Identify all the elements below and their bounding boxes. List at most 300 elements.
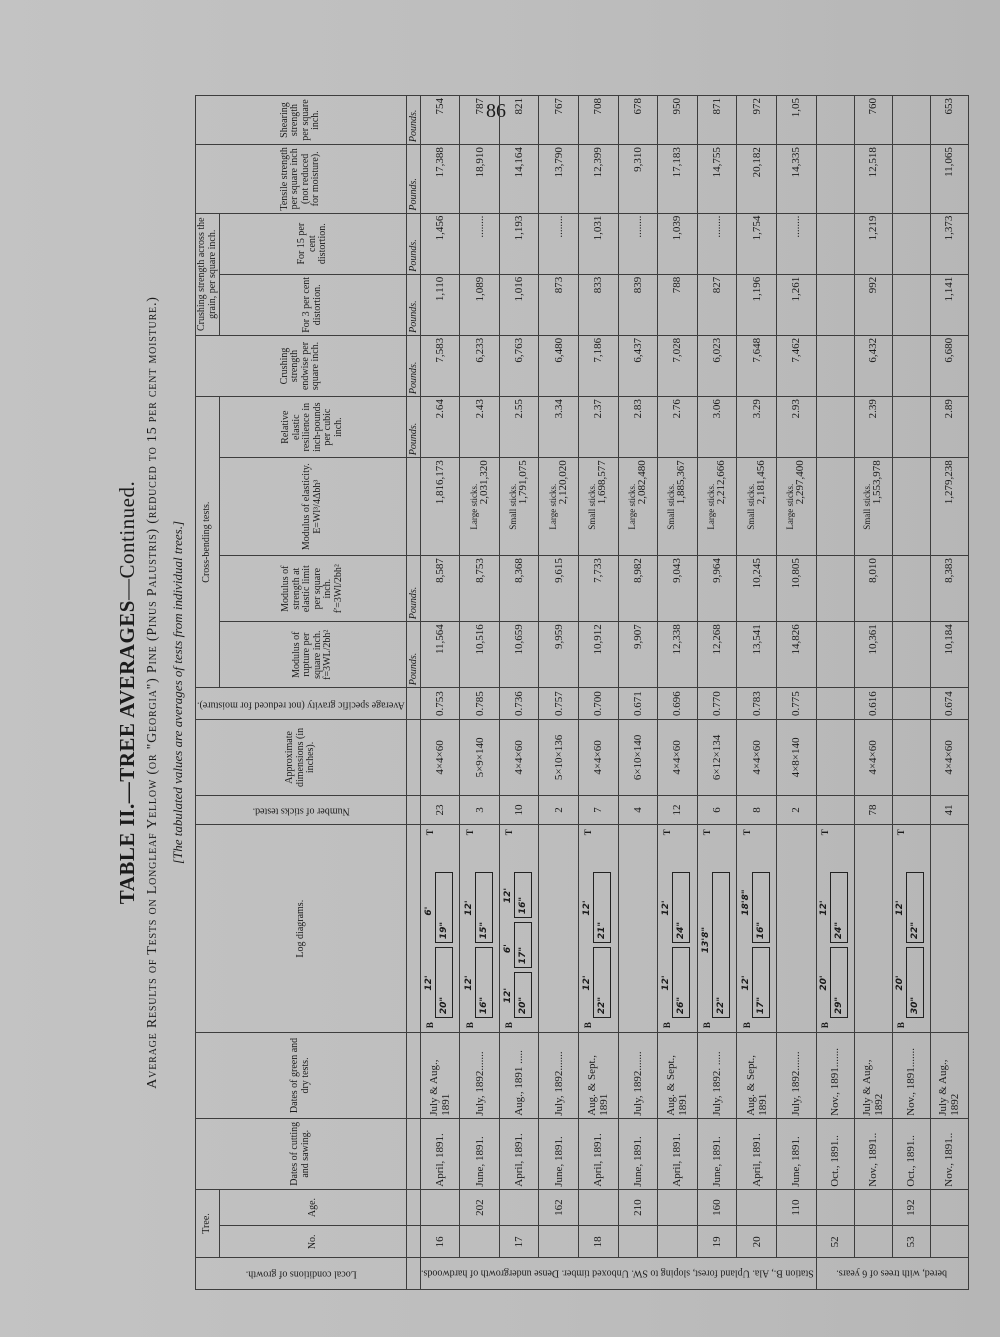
unit-shear: Pounds. [406, 96, 420, 145]
cell-res [892, 397, 930, 458]
cell-el: 8,587 [420, 556, 460, 622]
log-diagram-cell [930, 825, 968, 1033]
cell-test: July, 1892....... [539, 1033, 579, 1119]
cell-cut: Nov., 1891.. [930, 1118, 968, 1189]
cell-el: 8,368 [499, 556, 539, 622]
log-base-label: B [896, 1022, 907, 1029]
cell-elasticity [776, 458, 816, 556]
log-diagram-cell [460, 825, 500, 1033]
elasticity-value: 1,553,978 [871, 460, 884, 505]
cell-ten: 13,790 [539, 145, 579, 214]
cell-crush: 7,462 [776, 335, 816, 396]
cell-ten: 12,518 [854, 145, 892, 214]
log-diagram-cell [854, 825, 892, 1033]
cell-elasticity [816, 458, 854, 556]
cell-c15: ........ [460, 213, 500, 274]
cell-dims: 5×9×140 [460, 720, 500, 796]
cell-grav: 0.696 [658, 688, 698, 720]
cell-shear: 767 [539, 96, 579, 145]
cell-ten: 20,182 [737, 145, 777, 214]
log-top-label: T [820, 829, 831, 836]
cell-cut: April, 1891. [420, 1118, 460, 1189]
cell-no: 17 [499, 1226, 539, 1258]
cell-cut: April, 1891. [658, 1118, 698, 1189]
cell-shear: 653 [930, 96, 968, 145]
cell-ten: 9,310 [618, 145, 658, 214]
cell-res: 2.55 [499, 397, 539, 458]
stick-size-note: Large sticks. [626, 483, 637, 530]
stick-size-note: Large sticks. [706, 483, 717, 530]
cell-no [460, 1226, 500, 1258]
elasticity-value: 1,885,367 [675, 460, 688, 505]
log-top-label: T [583, 829, 594, 836]
cell-c15: 1,754 [737, 213, 777, 274]
units-row [406, 96, 420, 1290]
log-section: 30" [906, 947, 924, 1018]
log-base-label: B [820, 1022, 831, 1029]
cell-c3: 833 [579, 274, 619, 335]
cell-res: 2.37 [579, 397, 619, 458]
header-crush-15pct: For 15 per cent distortion. [220, 213, 407, 274]
log-section: 29" [830, 947, 848, 1018]
header-elasticity: Modulus of elasticity. E=Wl³/4Δbh³ [220, 458, 407, 556]
elasticity-value: 1,791,075 [517, 460, 530, 505]
table-note: [The tabulated values are averages of tests from individual trees.] [170, 521, 185, 865]
log-section-length: 12' [895, 900, 906, 916]
cell-res: 2.93 [776, 397, 816, 458]
cell-elasticity [930, 458, 968, 556]
log-section-length: 20' [895, 975, 906, 991]
cell-ten: 14,335 [776, 145, 816, 214]
log-section: 22" [906, 872, 924, 943]
table-row [892, 96, 930, 1290]
local-conditions-label: Station B., Ala. Upland forest, sloping to SW. Unboxed timber. Dense undergrowth of hardwoods. [420, 1258, 816, 1290]
log-section-length: 6' [424, 906, 435, 916]
cell-age [737, 1189, 777, 1226]
log-top-label: T [425, 829, 436, 836]
cell-no: 20 [737, 1226, 777, 1258]
elasticity-value: 1,698,577 [596, 460, 609, 505]
table-row [539, 96, 579, 1290]
cell-shear: 1,05 [776, 96, 816, 145]
cell-cut: June, 1891. [539, 1118, 579, 1189]
cell-grav: 0.770 [697, 688, 737, 720]
cell-sticks: 6 [697, 795, 737, 824]
cell-ten: 18,910 [460, 145, 500, 214]
cell-elasticity [499, 458, 539, 556]
cell-age [579, 1189, 619, 1226]
cell-sticks: 4 [618, 795, 658, 824]
cell-elasticity [539, 458, 579, 556]
cell-sticks [816, 795, 854, 824]
stick-size-note: Large sticks. [468, 483, 479, 530]
cell-age [854, 1189, 892, 1226]
cell-sticks: 2 [776, 795, 816, 824]
cell-c15: 1,193 [499, 213, 539, 274]
cell-c3: 788 [658, 274, 698, 335]
page-number: 86 [486, 100, 506, 122]
cell-test: July, 1892. ..... [697, 1033, 737, 1119]
table-row [420, 96, 460, 1290]
log-section-length: 12' [424, 975, 435, 991]
cell-c3: 839 [618, 274, 658, 335]
cell-no [854, 1226, 892, 1258]
cell-crush: 6,437 [618, 335, 658, 396]
cell-elasticity [854, 458, 892, 556]
units-cell [406, 1118, 420, 1189]
cell-dims [816, 720, 854, 796]
header-crush-3pct: For 3 per cent distortion. [220, 274, 407, 335]
cell-shear: 821 [499, 96, 539, 145]
cell-age: 210 [618, 1189, 658, 1226]
log-diagram [463, 827, 497, 1030]
cell-crush: 6,233 [460, 335, 500, 396]
cell-test: July & Aug., 1892 [930, 1033, 968, 1119]
cell-test: Nov., 1891....... [892, 1033, 930, 1119]
log-section: 16" [475, 947, 493, 1018]
cell-test: Nov., 1891....... [816, 1033, 854, 1119]
cell-cut: June, 1891. [776, 1118, 816, 1189]
cell-c3: 1,016 [499, 274, 539, 335]
cell-grav: 0.671 [618, 688, 658, 720]
cell-dims: 4×4×60 [930, 720, 968, 796]
cell-test: July, 1892....... [460, 1033, 500, 1119]
cell-no: 18 [579, 1226, 619, 1258]
cell-test: Aug. & Sept., 1891 [737, 1033, 777, 1119]
cell-dims: 4×4×60 [737, 720, 777, 796]
cell-test: July, 1892....... [618, 1033, 658, 1119]
cell-cut: April, 1891. [579, 1118, 619, 1189]
unit-crush-end: Pounds. [406, 335, 420, 396]
table-row [579, 96, 619, 1290]
cell-cut: Oct., 1891.. [816, 1118, 854, 1189]
log-diagram [502, 827, 536, 1030]
header-tree: Tree. [196, 1189, 220, 1257]
log-section-length: 13'8" [701, 926, 712, 954]
cell-el: 8,010 [854, 556, 892, 622]
table-row [618, 96, 658, 1290]
log-section-length: 6' [503, 944, 514, 954]
cell-dims: 4×4×60 [579, 720, 619, 796]
unit-tensile: Pounds. [406, 145, 420, 214]
averages-table [195, 95, 969, 1290]
cell-age [499, 1189, 539, 1226]
cell-sticks: 10 [499, 795, 539, 824]
elasticity-value: 2,297,400 [794, 460, 807, 505]
cell-no: 19 [697, 1226, 737, 1258]
header-elastic-limit: Modulus of strength at elastic limit per square inch. f′=3Wl/2bh² [220, 556, 407, 622]
cell-ten: 17,183 [658, 145, 698, 214]
cell-c15: 1,219 [854, 213, 892, 274]
cell-dims: 4×4×60 [658, 720, 698, 796]
log-section-length: 12' [661, 975, 672, 991]
cell-ten: 17,388 [420, 145, 460, 214]
cell-ten: 11,065 [930, 145, 968, 214]
cell-no [776, 1226, 816, 1258]
cell-res [816, 397, 854, 458]
log-section: 22" [712, 872, 730, 1018]
cell-c15 [892, 213, 930, 274]
log-section: 15" [475, 872, 493, 943]
header-test-dates: Dates of green and dry tests. [196, 1033, 407, 1119]
cell-c3 [892, 274, 930, 335]
log-section: 17" [752, 947, 770, 1018]
header-specific-gravity: Average specific gravity (not reduced for moisture). [196, 688, 407, 720]
cell-sticks: 12 [658, 795, 698, 824]
log-section-length: 18'8" [740, 889, 751, 916]
stick-size-note: Large sticks. [785, 483, 796, 530]
elasticity-value: 2,082,480 [635, 460, 648, 505]
cell-el: 7,733 [579, 556, 619, 622]
cell-crush [816, 335, 854, 396]
cell-rup: 12,268 [697, 622, 737, 688]
log-section-length: 12' [740, 975, 751, 991]
cell-dims: 4×4×60 [854, 720, 892, 796]
cell-elasticity [618, 458, 658, 556]
cell-grav [892, 688, 930, 720]
cell-c15: ........ [776, 213, 816, 274]
cell-sticks: 7 [579, 795, 619, 824]
log-section: 21" [593, 872, 611, 943]
cell-age: 160 [697, 1189, 737, 1226]
cell-elasticity [892, 458, 930, 556]
elasticity-value: 2,031,320 [477, 460, 490, 505]
stick-size-note: Small sticks. [587, 483, 598, 530]
log-section-length: 12' [503, 887, 514, 904]
cell-el: 9,043 [658, 556, 698, 622]
cell-c3: 1,089 [460, 274, 500, 335]
header-crushing-endwise: Crushing strength endwise per square inch. [196, 335, 407, 396]
cell-cut: April, 1891. [737, 1118, 777, 1189]
log-top-label: T [702, 829, 713, 836]
cell-no [658, 1226, 698, 1258]
log-diagram-cell [618, 825, 658, 1033]
cell-c3: 992 [854, 274, 892, 335]
elasticity-value: 2,181,456 [754, 460, 767, 505]
log-section-length: 12' [661, 900, 672, 916]
log-diagram-cell [499, 825, 539, 1033]
cell-age: 110 [776, 1189, 816, 1226]
cell-sticks: 8 [737, 795, 777, 824]
table-row [697, 96, 737, 1290]
cell-grav: 0.736 [499, 688, 539, 720]
log-base-label: B [583, 1022, 594, 1029]
header-shearing: Shearing strength per square inch. [196, 96, 407, 145]
cell-rup: 9,959 [539, 622, 579, 688]
log-diagram [581, 827, 615, 1030]
log-top-label: T [896, 829, 907, 836]
cell-test: Aug. & Sept., 1891 [579, 1033, 619, 1119]
cell-c3: 1,141 [930, 274, 968, 335]
cell-shear: 754 [420, 96, 460, 145]
log-top-label: T [662, 829, 673, 836]
log-base-label: B [425, 1022, 436, 1029]
cell-cut: June, 1891. [618, 1118, 658, 1189]
cell-elasticity [697, 458, 737, 556]
header-rupture: Modulus of rupture per square inch. f=3WL/2bh² [220, 622, 407, 688]
cell-crush: 7,583 [420, 335, 460, 396]
cell-c3 [816, 274, 854, 335]
log-section-length: 12' [463, 900, 474, 916]
cell-res: 2.39 [854, 397, 892, 458]
cell-shear [816, 96, 854, 145]
cell-cut: June, 1891. [460, 1118, 500, 1189]
cell-age [816, 1189, 854, 1226]
log-diagram-cell [579, 825, 619, 1033]
cell-cut: Nov., 1891.. [854, 1118, 892, 1189]
cell-el: 8,753 [460, 556, 500, 622]
cell-c15: ........ [697, 213, 737, 274]
table-row [854, 96, 892, 1290]
header-resilience: Relative elastic resilience in inch-pounds per cubic inch. [220, 397, 407, 458]
cell-ten [816, 145, 854, 214]
units-cell [406, 1033, 420, 1119]
cell-shear: 760 [854, 96, 892, 145]
cell-c15: 1,373 [930, 213, 968, 274]
log-section: 24" [672, 872, 690, 943]
log-diagram [818, 827, 852, 1030]
cell-shear: 708 [579, 96, 619, 145]
log-diagram [660, 827, 694, 1030]
log-section: 20" [514, 972, 532, 1018]
log-top-label: T [741, 829, 752, 836]
cell-res: 2.89 [930, 397, 968, 458]
table-row [737, 96, 777, 1290]
cell-c15: ........ [539, 213, 579, 274]
cell-dims [892, 720, 930, 796]
cell-crush: 6,023 [697, 335, 737, 396]
units-cell [406, 720, 420, 796]
cell-c15: 1,039 [658, 213, 698, 274]
cell-grav: 0.700 [579, 688, 619, 720]
cell-sticks: 23 [420, 795, 460, 824]
cell-rup: 13,541 [737, 622, 777, 688]
log-base-label: B [464, 1022, 475, 1029]
cell-shear [892, 96, 930, 145]
table-title: TABLE II.—TREE AVERAGES—Continued. [115, 480, 139, 905]
header-log-diagrams: Log diagrams. [196, 825, 407, 1033]
stick-size-note: Small sticks. [666, 483, 677, 530]
cell-c15 [816, 213, 854, 274]
cell-c15: 1,456 [420, 213, 460, 274]
log-section-length: 12' [819, 900, 830, 916]
cell-shear: 678 [618, 96, 658, 145]
cell-rup: 14,826 [776, 622, 816, 688]
units-cell [406, 458, 420, 556]
cell-age [930, 1189, 968, 1226]
unit-resilience: Pounds. [406, 397, 420, 458]
cell-dims: 6×12×134 [697, 720, 737, 796]
cell-res: 2.83 [618, 397, 658, 458]
units-cell [406, 795, 420, 824]
cell-el: 8,383 [930, 556, 968, 622]
cell-grav: 0.753 [420, 688, 460, 720]
cell-elasticity [579, 458, 619, 556]
elasticity-value: 1,816,173 [433, 460, 446, 505]
cell-crush: 7,186 [579, 335, 619, 396]
cell-res: 3.34 [539, 397, 579, 458]
log-section-length: 12' [503, 987, 514, 1004]
cell-cut: April, 1891. [499, 1118, 539, 1189]
log-diagram-cell [816, 825, 854, 1033]
log-section-length: 12' [582, 975, 593, 991]
cell-sticks: 2 [539, 795, 579, 824]
units-cell [406, 825, 420, 1033]
log-section: 24" [830, 872, 848, 943]
cell-dims: 4×8×140 [776, 720, 816, 796]
log-section: 17" [514, 922, 532, 968]
cell-dims: 4×4×60 [420, 720, 460, 796]
cell-rup: 9,907 [618, 622, 658, 688]
cell-no [618, 1226, 658, 1258]
cell-crush: 7,028 [658, 335, 698, 396]
cell-el: 9,964 [697, 556, 737, 622]
elasticity-value: 2,212,666 [715, 460, 728, 505]
header-crushing-across: Crushing strength across the grain, per square inch. [196, 213, 220, 335]
cell-age: 162 [539, 1189, 579, 1226]
header-tree-age: Age. [220, 1189, 407, 1226]
cell-c3: 827 [697, 274, 737, 335]
rotated-table-sheet [115, 95, 962, 1290]
cell-sticks: 78 [854, 795, 892, 824]
header-tree-no: No. [220, 1226, 407, 1258]
local-conditions-label-2: bered, with trees of 6 years. [816, 1258, 968, 1290]
cell-test: July & Aug., 1891 [420, 1033, 460, 1119]
cell-test: July, 1892....... [776, 1033, 816, 1119]
table-row [930, 96, 968, 1290]
cell-no: 52 [816, 1226, 854, 1258]
cell-c15: ........ [618, 213, 658, 274]
cell-rup: 11,564 [420, 622, 460, 688]
cell-test: Aug., 1891 ..... [499, 1033, 539, 1119]
log-section: 16" [752, 872, 770, 943]
log-section: 16" [514, 872, 532, 918]
cell-no: 16 [420, 1226, 460, 1258]
stick-size-note: Small sticks. [745, 483, 756, 530]
cell-rup: 10,184 [930, 622, 968, 688]
log-base-label: B [504, 1022, 515, 1029]
units-cell [406, 1226, 420, 1258]
cell-grav: 0.775 [776, 688, 816, 720]
header-cutting-dates: Dates of cutting and sawing. [196, 1118, 407, 1189]
cell-test: July & Aug., 1892 [854, 1033, 892, 1119]
cell-sticks [892, 795, 930, 824]
cell-no: 53 [892, 1226, 930, 1258]
table-row [499, 96, 539, 1290]
cell-ten: 14,755 [697, 145, 737, 214]
cell-elasticity [420, 458, 460, 556]
log-diagram [700, 827, 734, 1030]
cell-ten [892, 145, 930, 214]
cell-el: 10,245 [737, 556, 777, 622]
cell-res: 2.43 [460, 397, 500, 458]
cell-age [420, 1189, 460, 1226]
log-section-length: 12' [582, 900, 593, 916]
units-cell [406, 1189, 420, 1226]
log-diagram-cell [737, 825, 777, 1033]
cell-grav: 0.757 [539, 688, 579, 720]
table-body [406, 96, 968, 1290]
cell-rup: 10,912 [579, 622, 619, 688]
elasticity-value: 1,279,238 [942, 460, 955, 505]
cell-age [658, 1189, 698, 1226]
cell-c3: 1,261 [776, 274, 816, 335]
units-cell [406, 688, 420, 720]
cell-el: 9,615 [539, 556, 579, 622]
cell-grav: 0.674 [930, 688, 968, 720]
cell-test: Aug. & Sept., 1891 [658, 1033, 698, 1119]
log-diagram [740, 827, 774, 1030]
